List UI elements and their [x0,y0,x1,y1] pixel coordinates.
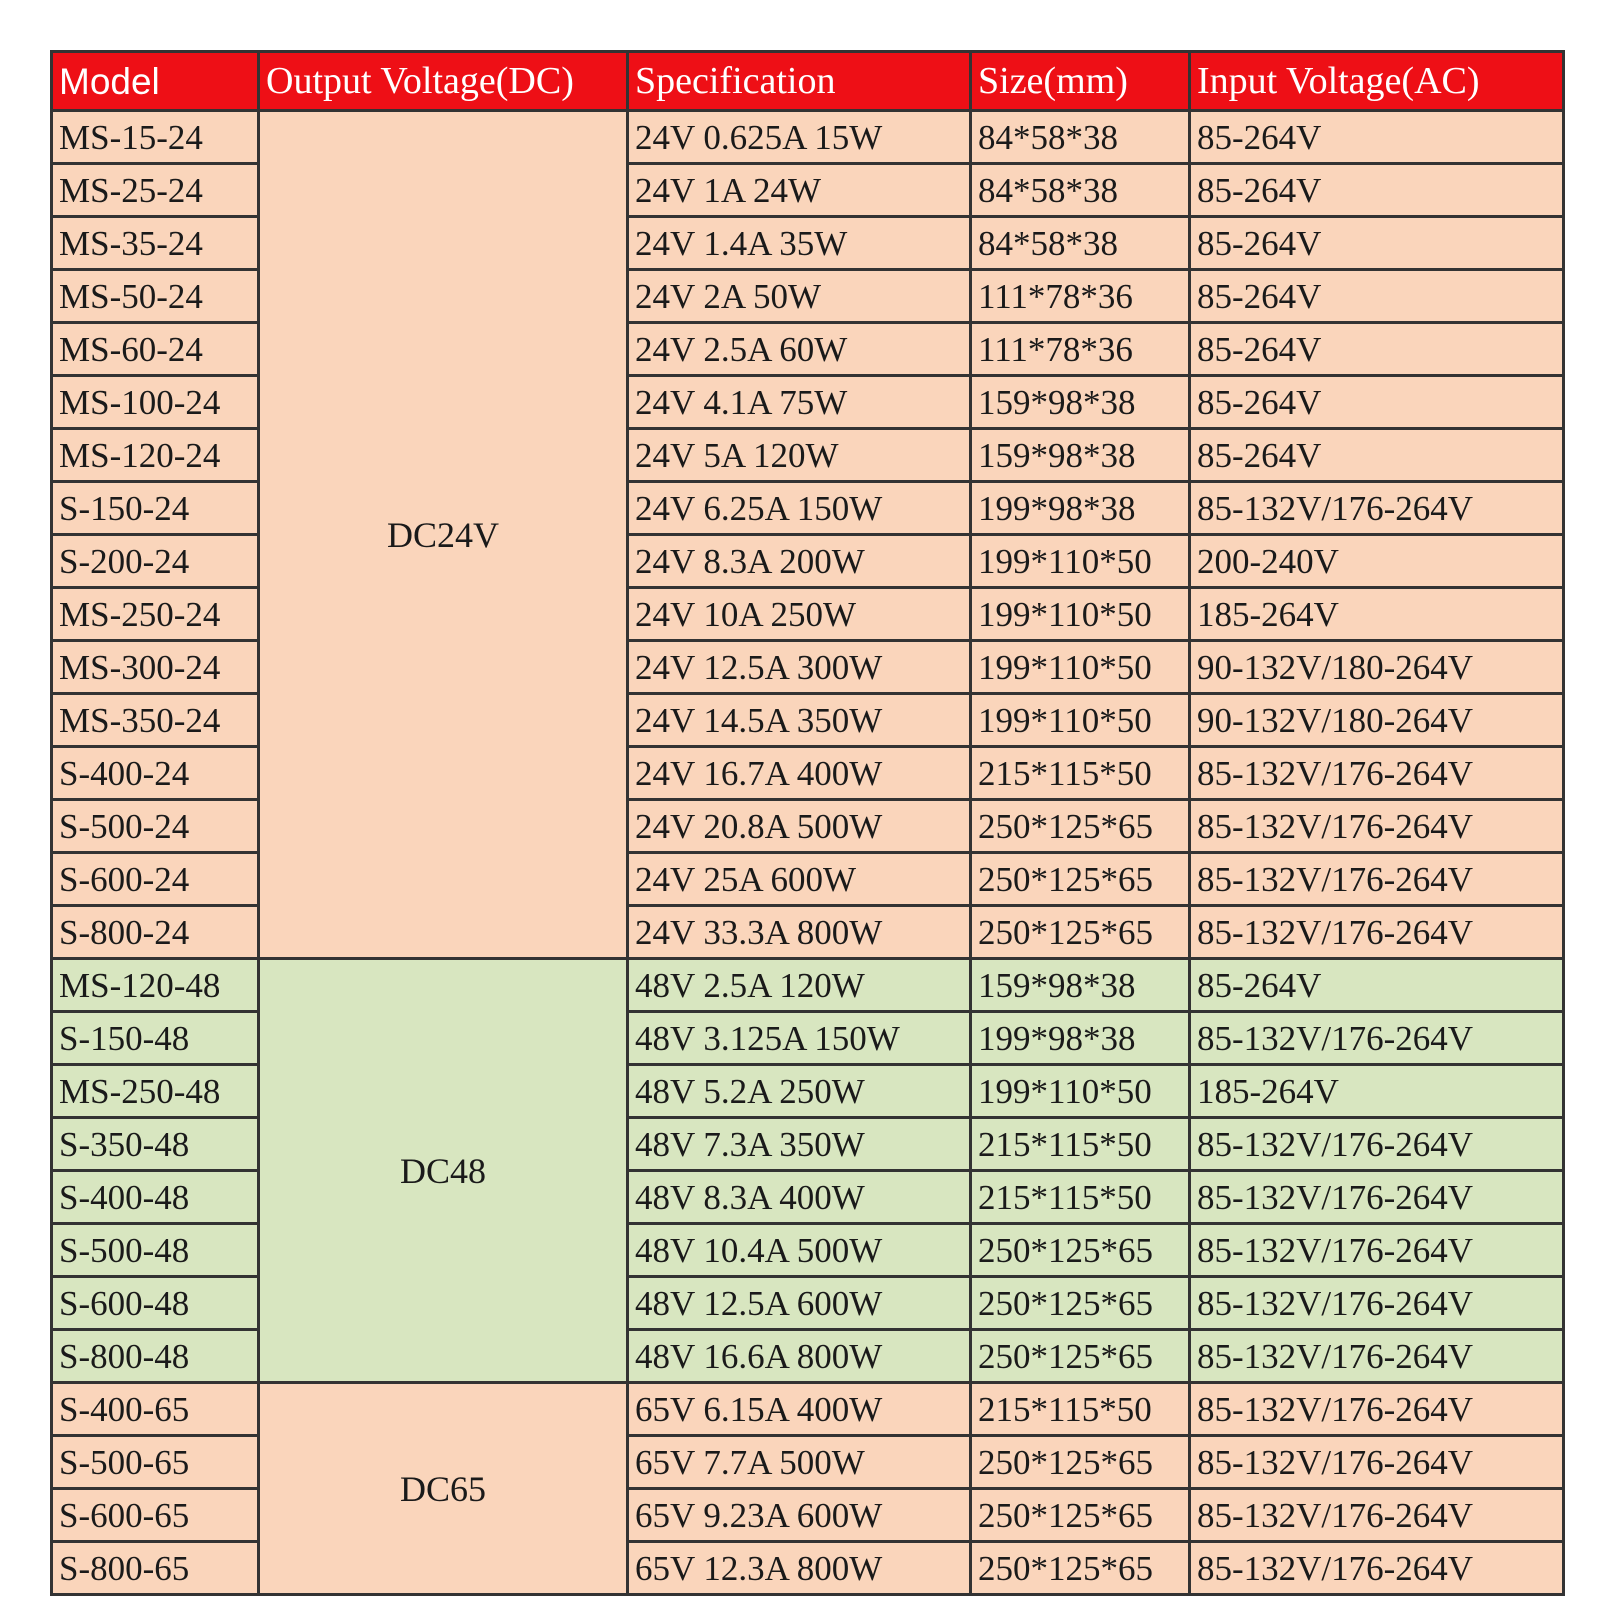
cell-model: S-800-65 [52,1542,259,1595]
cell-model: S-800-24 [52,906,259,959]
cell-size: 250*125*65 [971,1542,1190,1595]
cell-size: 159*98*38 [971,376,1190,429]
cell-specification: 24V 12.5A 300W [628,641,971,694]
cell-size: 84*58*38 [971,217,1190,270]
table-row [52,1383,1564,1436]
cell-specification: 65V 12.3A 800W [628,1542,971,1595]
cell-model: MS-60-24 [52,323,259,376]
cell-model: S-150-48 [52,1012,259,1065]
cell-specification: 65V 7.7A 500W [628,1436,971,1489]
cell-model: S-400-24 [52,747,259,800]
cell-size: 111*78*36 [971,323,1190,376]
cell-output-voltage-group: DC65 [259,1383,628,1595]
cell-model: MS-100-24 [52,376,259,429]
cell-specification: 48V 8.3A 400W [628,1171,971,1224]
cell-size: 199*110*50 [971,588,1190,641]
cell-input-voltage: 85-132V/176-264V [1190,1224,1564,1277]
cell-specification: 24V 16.7A 400W [628,747,971,800]
cell-input-voltage: 85-132V/176-264V [1190,906,1564,959]
cell-specification: 65V 9.23A 600W [628,1489,971,1542]
cell-size: 84*58*38 [971,111,1190,164]
cell-input-voltage: 85-132V/176-264V [1190,853,1564,906]
cell-model: S-150-24 [52,482,259,535]
cell-specification: 65V 6.15A 400W [628,1383,971,1436]
cell-input-voltage: 85-132V/176-264V [1190,1330,1564,1383]
cell-input-voltage: 85-264V [1190,376,1564,429]
cell-specification: 24V 4.1A 75W [628,376,971,429]
cell-model: MS-250-48 [52,1065,259,1118]
cell-input-voltage: 185-264V [1190,588,1564,641]
cell-size: 250*125*65 [971,1436,1190,1489]
table-header [52,52,1564,111]
cell-output-voltage-group: DC48 [259,959,628,1383]
cell-size: 111*78*36 [971,270,1190,323]
cell-input-voltage: 85-132V/176-264V [1190,1277,1564,1330]
cell-size: 250*125*65 [971,1224,1190,1277]
cell-specification: 48V 5.2A 250W [628,1065,971,1118]
cell-specification: 24V 0.625A 15W [628,111,971,164]
cell-input-voltage: 85-264V [1190,959,1564,1012]
header-row [52,52,1564,111]
header-size: Size(mm) [971,52,1190,111]
cell-model: MS-300-24 [52,641,259,694]
cell-input-voltage: 85-132V/176-264V [1190,1542,1564,1595]
cell-specification: 24V 10A 250W [628,588,971,641]
cell-size: 199*110*50 [971,641,1190,694]
cell-size: 199*110*50 [971,1065,1190,1118]
cell-specification: 48V 16.6A 800W [628,1330,971,1383]
cell-input-voltage: 85-132V/176-264V [1190,1012,1564,1065]
cell-input-voltage: 85-264V [1190,270,1564,323]
header-model: Model [52,52,259,111]
cell-size: 199*98*38 [971,482,1190,535]
cell-specification: 48V 2.5A 120W [628,959,971,1012]
cell-size: 159*98*38 [971,429,1190,482]
cell-model: MS-250-24 [52,588,259,641]
cell-specification: 48V 10.4A 500W [628,1224,971,1277]
cell-model: S-800-48 [52,1330,259,1383]
cell-size: 199*110*50 [971,694,1190,747]
cell-size: 215*115*50 [971,1383,1190,1436]
cell-model: MS-15-24 [52,111,259,164]
cell-output-voltage-group: DC24V [259,111,628,959]
cell-model: S-500-65 [52,1436,259,1489]
cell-model: S-500-48 [52,1224,259,1277]
cell-specification: 48V 3.125A 150W [628,1012,971,1065]
cell-input-voltage: 90-132V/180-264V [1190,641,1564,694]
cell-input-voltage: 85-132V/176-264V [1190,1118,1564,1171]
cell-specification: 24V 1A 24W [628,164,971,217]
cell-specification: 24V 2A 50W [628,270,971,323]
cell-input-voltage: 185-264V [1190,1065,1564,1118]
cell-size: 215*115*50 [971,747,1190,800]
cell-specification: 24V 14.5A 350W [628,694,971,747]
cell-input-voltage: 85-132V/176-264V [1190,747,1564,800]
cell-model: S-600-24 [52,853,259,906]
cell-specification: 24V 20.8A 500W [628,800,971,853]
cell-size: 250*125*65 [971,1489,1190,1542]
cell-specification: 24V 8.3A 200W [628,535,971,588]
header-output-voltage: Output Voltage(DC) [259,52,628,111]
cell-input-voltage: 85-132V/176-264V [1190,1436,1564,1489]
cell-input-voltage: 85-264V [1190,217,1564,270]
header-specification: Specification [628,52,971,111]
cell-size: 159*98*38 [971,959,1190,1012]
cell-specification: 24V 5A 120W [628,429,971,482]
cell-size: 250*125*65 [971,906,1190,959]
cell-specification: 24V 1.4A 35W [628,217,971,270]
cell-model: S-400-65 [52,1383,259,1436]
cell-size: 250*125*65 [971,1277,1190,1330]
cell-size: 199*110*50 [971,535,1190,588]
table-row [52,111,1564,164]
cell-size: 215*115*50 [971,1118,1190,1171]
cell-input-voltage: 85-264V [1190,323,1564,376]
cell-model: S-600-65 [52,1489,259,1542]
cell-model: S-200-24 [52,535,259,588]
cell-specification: 48V 7.3A 350W [628,1118,971,1171]
cell-input-voltage: 85-264V [1190,111,1564,164]
cell-input-voltage: 90-132V/180-264V [1190,694,1564,747]
cell-size: 250*125*65 [971,800,1190,853]
cell-model: S-350-48 [52,1118,259,1171]
cell-size: 250*125*65 [971,853,1190,906]
cell-input-voltage: 85-132V/176-264V [1190,482,1564,535]
cell-model: MS-35-24 [52,217,259,270]
cell-input-voltage: 85-264V [1190,164,1564,217]
cell-model: MS-350-24 [52,694,259,747]
cell-specification: 24V 6.25A 150W [628,482,971,535]
cell-input-voltage: 85-132V/176-264V [1190,1171,1564,1224]
cell-input-voltage: 85-132V/176-264V [1190,1489,1564,1542]
cell-model: S-500-24 [52,800,259,853]
cell-size: 199*98*38 [971,1012,1190,1065]
cell-specification: 24V 33.3A 800W [628,906,971,959]
table-body [52,111,1564,1595]
cell-model: S-600-48 [52,1277,259,1330]
cell-specification: 24V 25A 600W [628,853,971,906]
cell-model: S-400-48 [52,1171,259,1224]
cell-input-voltage: 85-132V/176-264V [1190,800,1564,853]
cell-specification: 48V 12.5A 600W [628,1277,971,1330]
cell-specification: 24V 2.5A 60W [628,323,971,376]
header-input-voltage: Input Voltage(AC) [1190,52,1564,111]
cell-size: 215*115*50 [971,1171,1190,1224]
cell-size: 84*58*38 [971,164,1190,217]
table-row [52,959,1564,1012]
cell-model: MS-50-24 [52,270,259,323]
cell-size: 250*125*65 [971,1330,1190,1383]
cell-model: MS-25-24 [52,164,259,217]
cell-input-voltage: 85-132V/176-264V [1190,1383,1564,1436]
cell-input-voltage: 85-264V [1190,429,1564,482]
cell-model: MS-120-48 [52,959,259,1012]
cell-model: MS-120-24 [52,429,259,482]
cell-input-voltage: 200-240V [1190,535,1564,588]
spec-table [50,50,1565,1596]
